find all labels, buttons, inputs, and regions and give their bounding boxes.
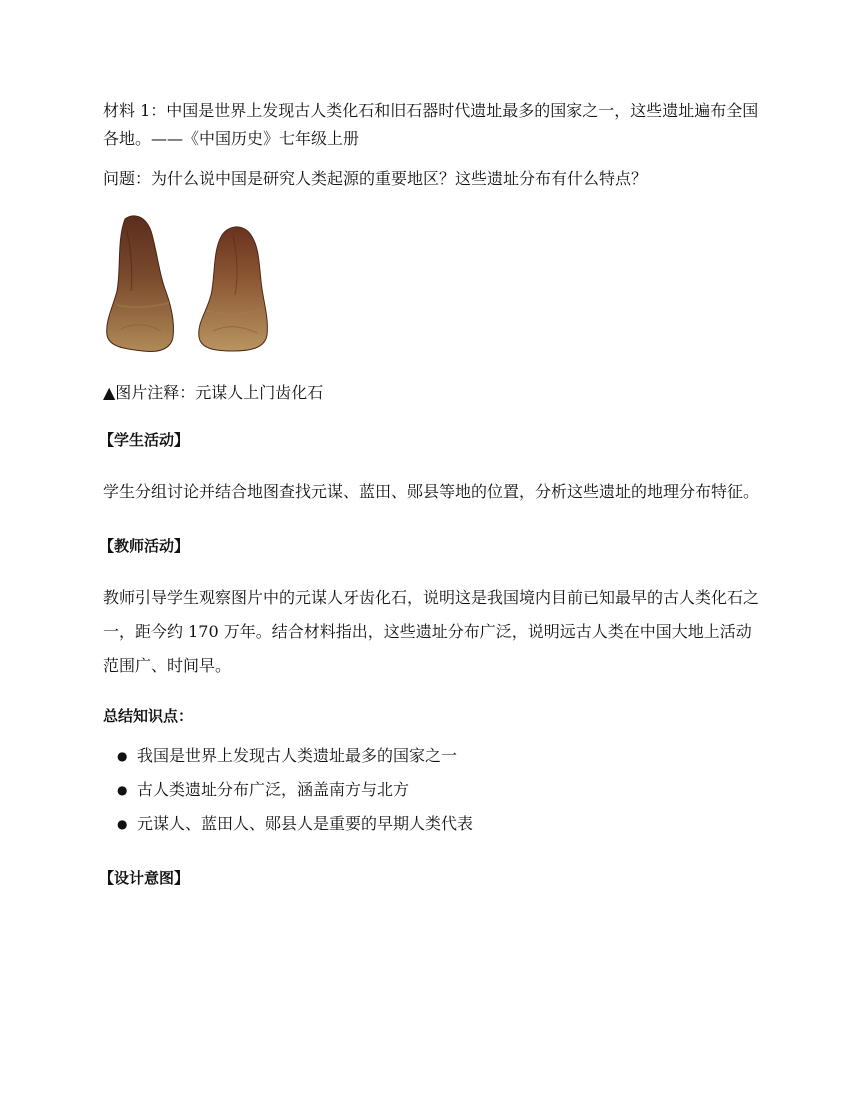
bullet-icon: ● [117, 783, 128, 797]
teacher-activity-heading: 【教师活动】 [99, 537, 190, 555]
tooth-right [199, 227, 268, 351]
teacher-activity-text: 教师引导学生观察图片中的元谋人牙齿化石，说明这是我国境内目前已知最早的古人类化石之一，距今约 170 万年。结合材料指出，这些遗址分布广泛，说明远古人类在中国大地上活动范围广、时间早。 [103, 588, 760, 675]
question-paragraph: 问题：为什么说中国是研究人类起源的重要地区？这些遗址分布有什么特点？ [103, 169, 648, 188]
figure-caption: ▲图片注释：元谋人上门齿化石 [103, 383, 324, 402]
design-intent-heading: 【设计意图】 [99, 869, 190, 887]
bullet-icon: ● [117, 817, 128, 831]
summary-list [103, 739, 763, 841]
bullet-icon: ● [117, 749, 128, 763]
material-1-paragraph: 材料 1：中国是世界上发现古人类化石和旧石器时代遗址最多的国家之一，这些遗址遍布全国各地。——《中国历史》七年级上册 [103, 101, 759, 148]
list-item: ● 我国是世界上发现古人类遗址最多的国家之一 [137, 739, 763, 773]
list-item: ● 古人类遗址分布广泛，涵盖南方与北方 [137, 773, 763, 807]
fossil-figure [103, 211, 283, 361]
document-page [99, 97, 763, 913]
student-activity-text: 学生分组讨论并结合地图查找元谋、蓝田、郧县等地的位置，分析这些遗址的地理分布特征。 [103, 482, 760, 501]
fossil-teeth-image [103, 211, 283, 361]
list-item: ● 元谋人、蓝田人、郧县人是重要的早期人类代表 [137, 807, 763, 841]
tooth-left [107, 216, 174, 352]
student-activity-heading: 【学生活动】 [99, 431, 190, 449]
summary-heading: 总结知识点： [103, 707, 194, 725]
